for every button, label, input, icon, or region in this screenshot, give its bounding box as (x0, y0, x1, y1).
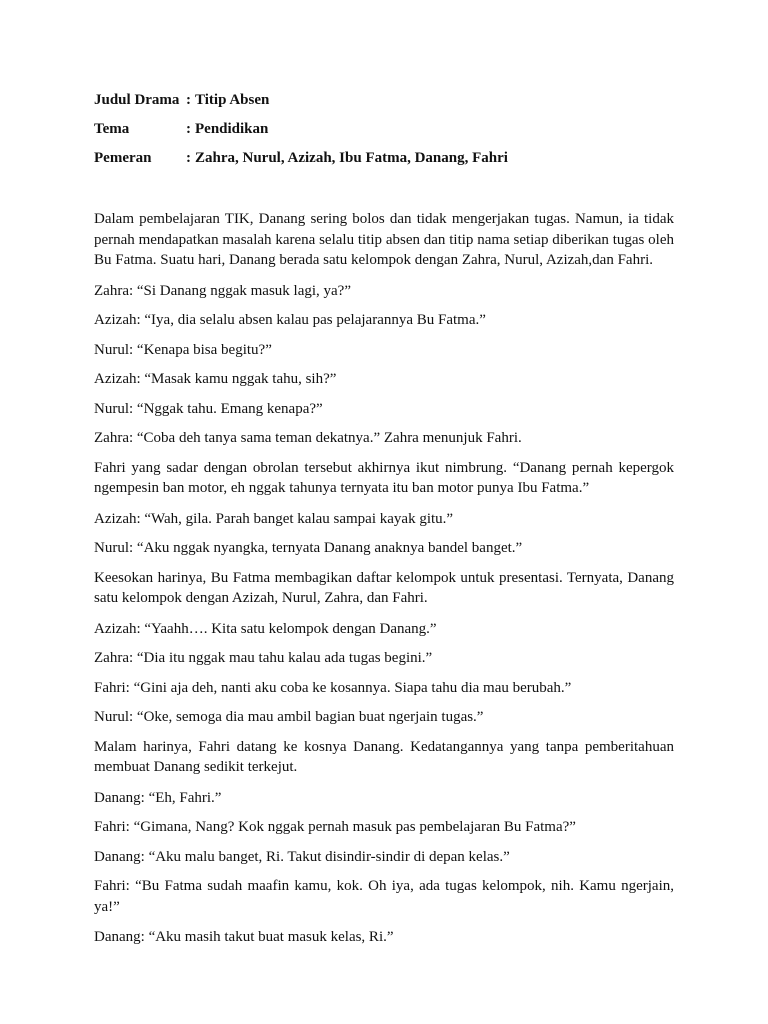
meta-row-cast (94, 144, 674, 173)
meta-row-title (94, 86, 674, 115)
narration-paragraph: Fahri yang sadar dengan obrolan tersebut akhirnya ikut nimbrung. “Danang pernah kepergok ngempesin ban motor, eh nggak tahunya ternyata itu ban motor punya Ibu Fatma.” (94, 459, 674, 496)
dialogue-line: Danang: “Eh, Fahri.” (94, 789, 222, 806)
dialogue-line: Azizah: “Yaahh…. Kita satu kelompok dengan Danang.” (94, 620, 437, 637)
dialogue-line: Zahra: “Si Danang nggak masuk lagi, ya?” (94, 282, 351, 299)
narration-paragraph: Dalam pembelajaran TIK, Danang sering bolos dan tidak mengerjakan tugas. Namun, ia tidak pernah mendapatkan masalah karena selalu titip absen dan titip nama setiap diberikan tugas oleh Bu Fatma. Suatu hari, Danang berada satu kelompok dengan Zahra, Nurul, Azizah,dan Fahri. (94, 211, 674, 268)
dialogue-line: Nurul: “Aku nggak nyangka, ternyata Danang anaknya bandel banget.” (94, 540, 523, 556)
meta-separator: : (186, 150, 191, 166)
dialogue-line: Azizah: “Wah, gila. Parah banget kalau sampai kayak gitu.” (94, 510, 454, 527)
meta-value: Titip Absen (195, 92, 270, 108)
meta-value: Pendidikan (195, 121, 269, 137)
dialogue-line: Fahri: “Gini aja deh, nanti aku coba ke kosannya. Siapa tahu dia mau berubah.” (94, 679, 572, 696)
dialogue-line: Fahri: “Bu Fatma sudah maafin kamu, kok. Oh iya, ada tugas kelompok, nih. Kamu ngerjain, ya!” (94, 878, 674, 915)
dialogue-line: Nurul: “Oke, semoga dia mau ambil bagian buat ngerjain tugas.” (94, 709, 484, 725)
narration-paragraph: Malam harinya, Fahri datang ke kosnya Danang. Kedatangannya yang tanpa pemberitahuan membuat Danang sedikit terkejut. (94, 738, 674, 775)
dialogue-line: Zahra: “Coba deh tanya sama teman dekatnya.” Zahra menunjuk Fahri. (94, 430, 522, 446)
document-page (94, 86, 674, 957)
dialogue-line: Danang: “Aku malu banget, Ri. Takut disindir-sindir di depan kelas.” (94, 848, 510, 865)
meta-value: Zahra, Nurul, Azizah, Ibu Fatma, Danang, Fahri (195, 150, 508, 166)
dialogue-line: Fahri: “Gimana, Nang? Kok nggak pernah masuk pas pembelajaran Bu Fatma?” (94, 819, 576, 835)
dialogue-line: Nurul: “Nggak tahu. Emang kenapa?” (94, 400, 323, 417)
narration-paragraph: Keesokan harinya, Bu Fatma membagikan daftar kelompok untuk presentasi. Ternyata, Danang satu kelompok dengan Azizah, Nurul, Zahra, dan Fahri. (94, 569, 674, 606)
script-body (94, 209, 674, 948)
meta-separator: : (186, 121, 191, 137)
meta-label: Tema (94, 121, 130, 137)
dialogue-line: Zahra: “Dia itu nggak mau tahu kalau ada tugas begini.” (94, 650, 433, 666)
dialogue-line: Azizah: “Iya, dia selalu absen kalau pas pelajarannya Bu Fatma.” (94, 312, 486, 328)
dialogue-line: Azizah: “Masak kamu nggak tahu, sih?” (94, 371, 337, 387)
meta-label: Judul Drama (94, 92, 180, 108)
dialogue-line: Danang: “Aku masih takut buat masuk kelas, Ri.” (94, 929, 394, 945)
meta-label: Pemeran (94, 150, 152, 166)
meta-row-theme (94, 115, 674, 144)
drama-metadata (94, 86, 674, 173)
meta-separator: : (186, 92, 191, 108)
dialogue-line: Nurul: “Kenapa bisa begitu?” (94, 341, 272, 358)
